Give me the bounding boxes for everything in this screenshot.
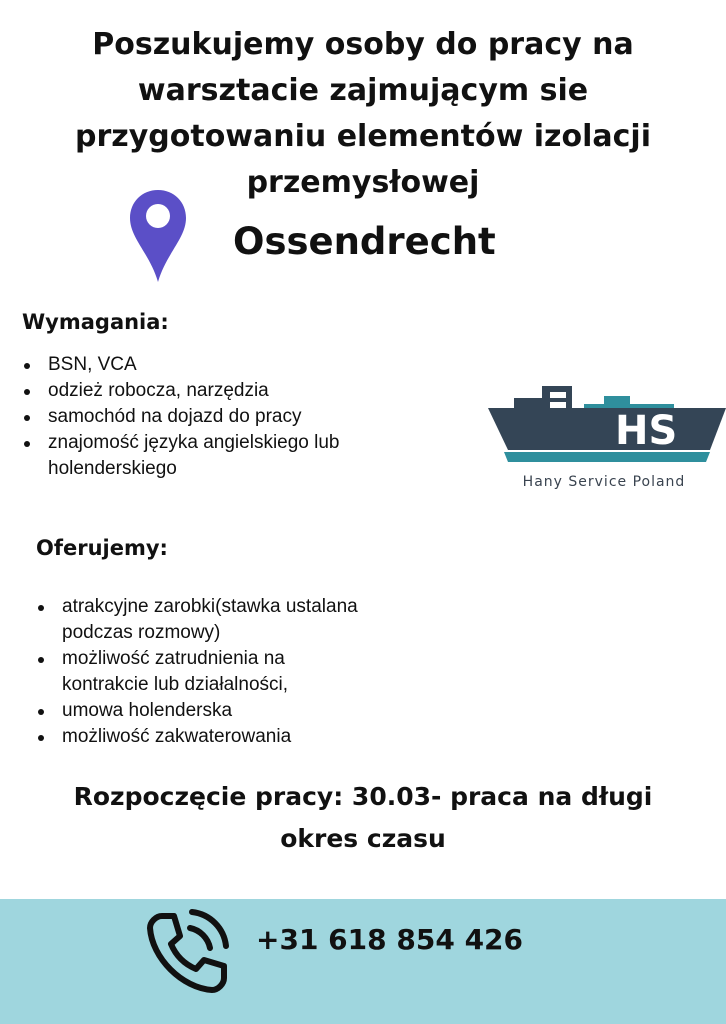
- ship-logo-icon: [484, 384, 726, 466]
- contact-footer: [0, 899, 726, 1024]
- list-item: umowa holenderska: [36, 698, 376, 724]
- headline: [20, 22, 706, 206]
- city-name: Ossendrecht: [233, 220, 496, 263]
- start-date-text: [20, 776, 706, 860]
- phone-icon: [140, 906, 232, 998]
- start-line-2: okres czasu: [280, 824, 446, 853]
- location-pin-icon: [128, 188, 188, 284]
- headline-line-1: Poszukujemy osoby do pracy na: [92, 27, 634, 62]
- list-item: możliwość zakwaterowania: [36, 724, 376, 750]
- list-item: znajomość języka angielskiego lub holenderskiego: [22, 430, 422, 482]
- start-line-1: Rozpoczęcie pracy: 30.03- praca na długi: [73, 782, 653, 811]
- offer-list: [36, 594, 376, 750]
- offer-title: Oferujemy:: [36, 536, 168, 560]
- phone-number[interactable]: +31 618 854 426: [256, 923, 524, 956]
- list-item: BSN, VCA: [22, 352, 422, 378]
- requirements-title: Wymagania:: [22, 310, 169, 334]
- list-item: możliwość zatrudnienia na kontrakcie lub działalności,: [36, 646, 376, 698]
- headline-line-2: warsztacie zajmującym sie: [137, 73, 589, 108]
- logo-caption: Hany Service Poland: [522, 474, 686, 490]
- list-item: odzież robocza, narzędzia: [22, 378, 422, 404]
- logo-letters: HS: [615, 408, 678, 454]
- requirements-list: [22, 352, 422, 482]
- headline-line-4: przemysłowej: [246, 165, 480, 200]
- headline-line-3: przygotowaniu elementów izolacji: [74, 119, 651, 154]
- list-item: atrakcyjne zarobki(stawka ustalana podczas rozmowy): [36, 594, 376, 646]
- list-item: samochód na dojazd do pracy: [22, 404, 422, 430]
